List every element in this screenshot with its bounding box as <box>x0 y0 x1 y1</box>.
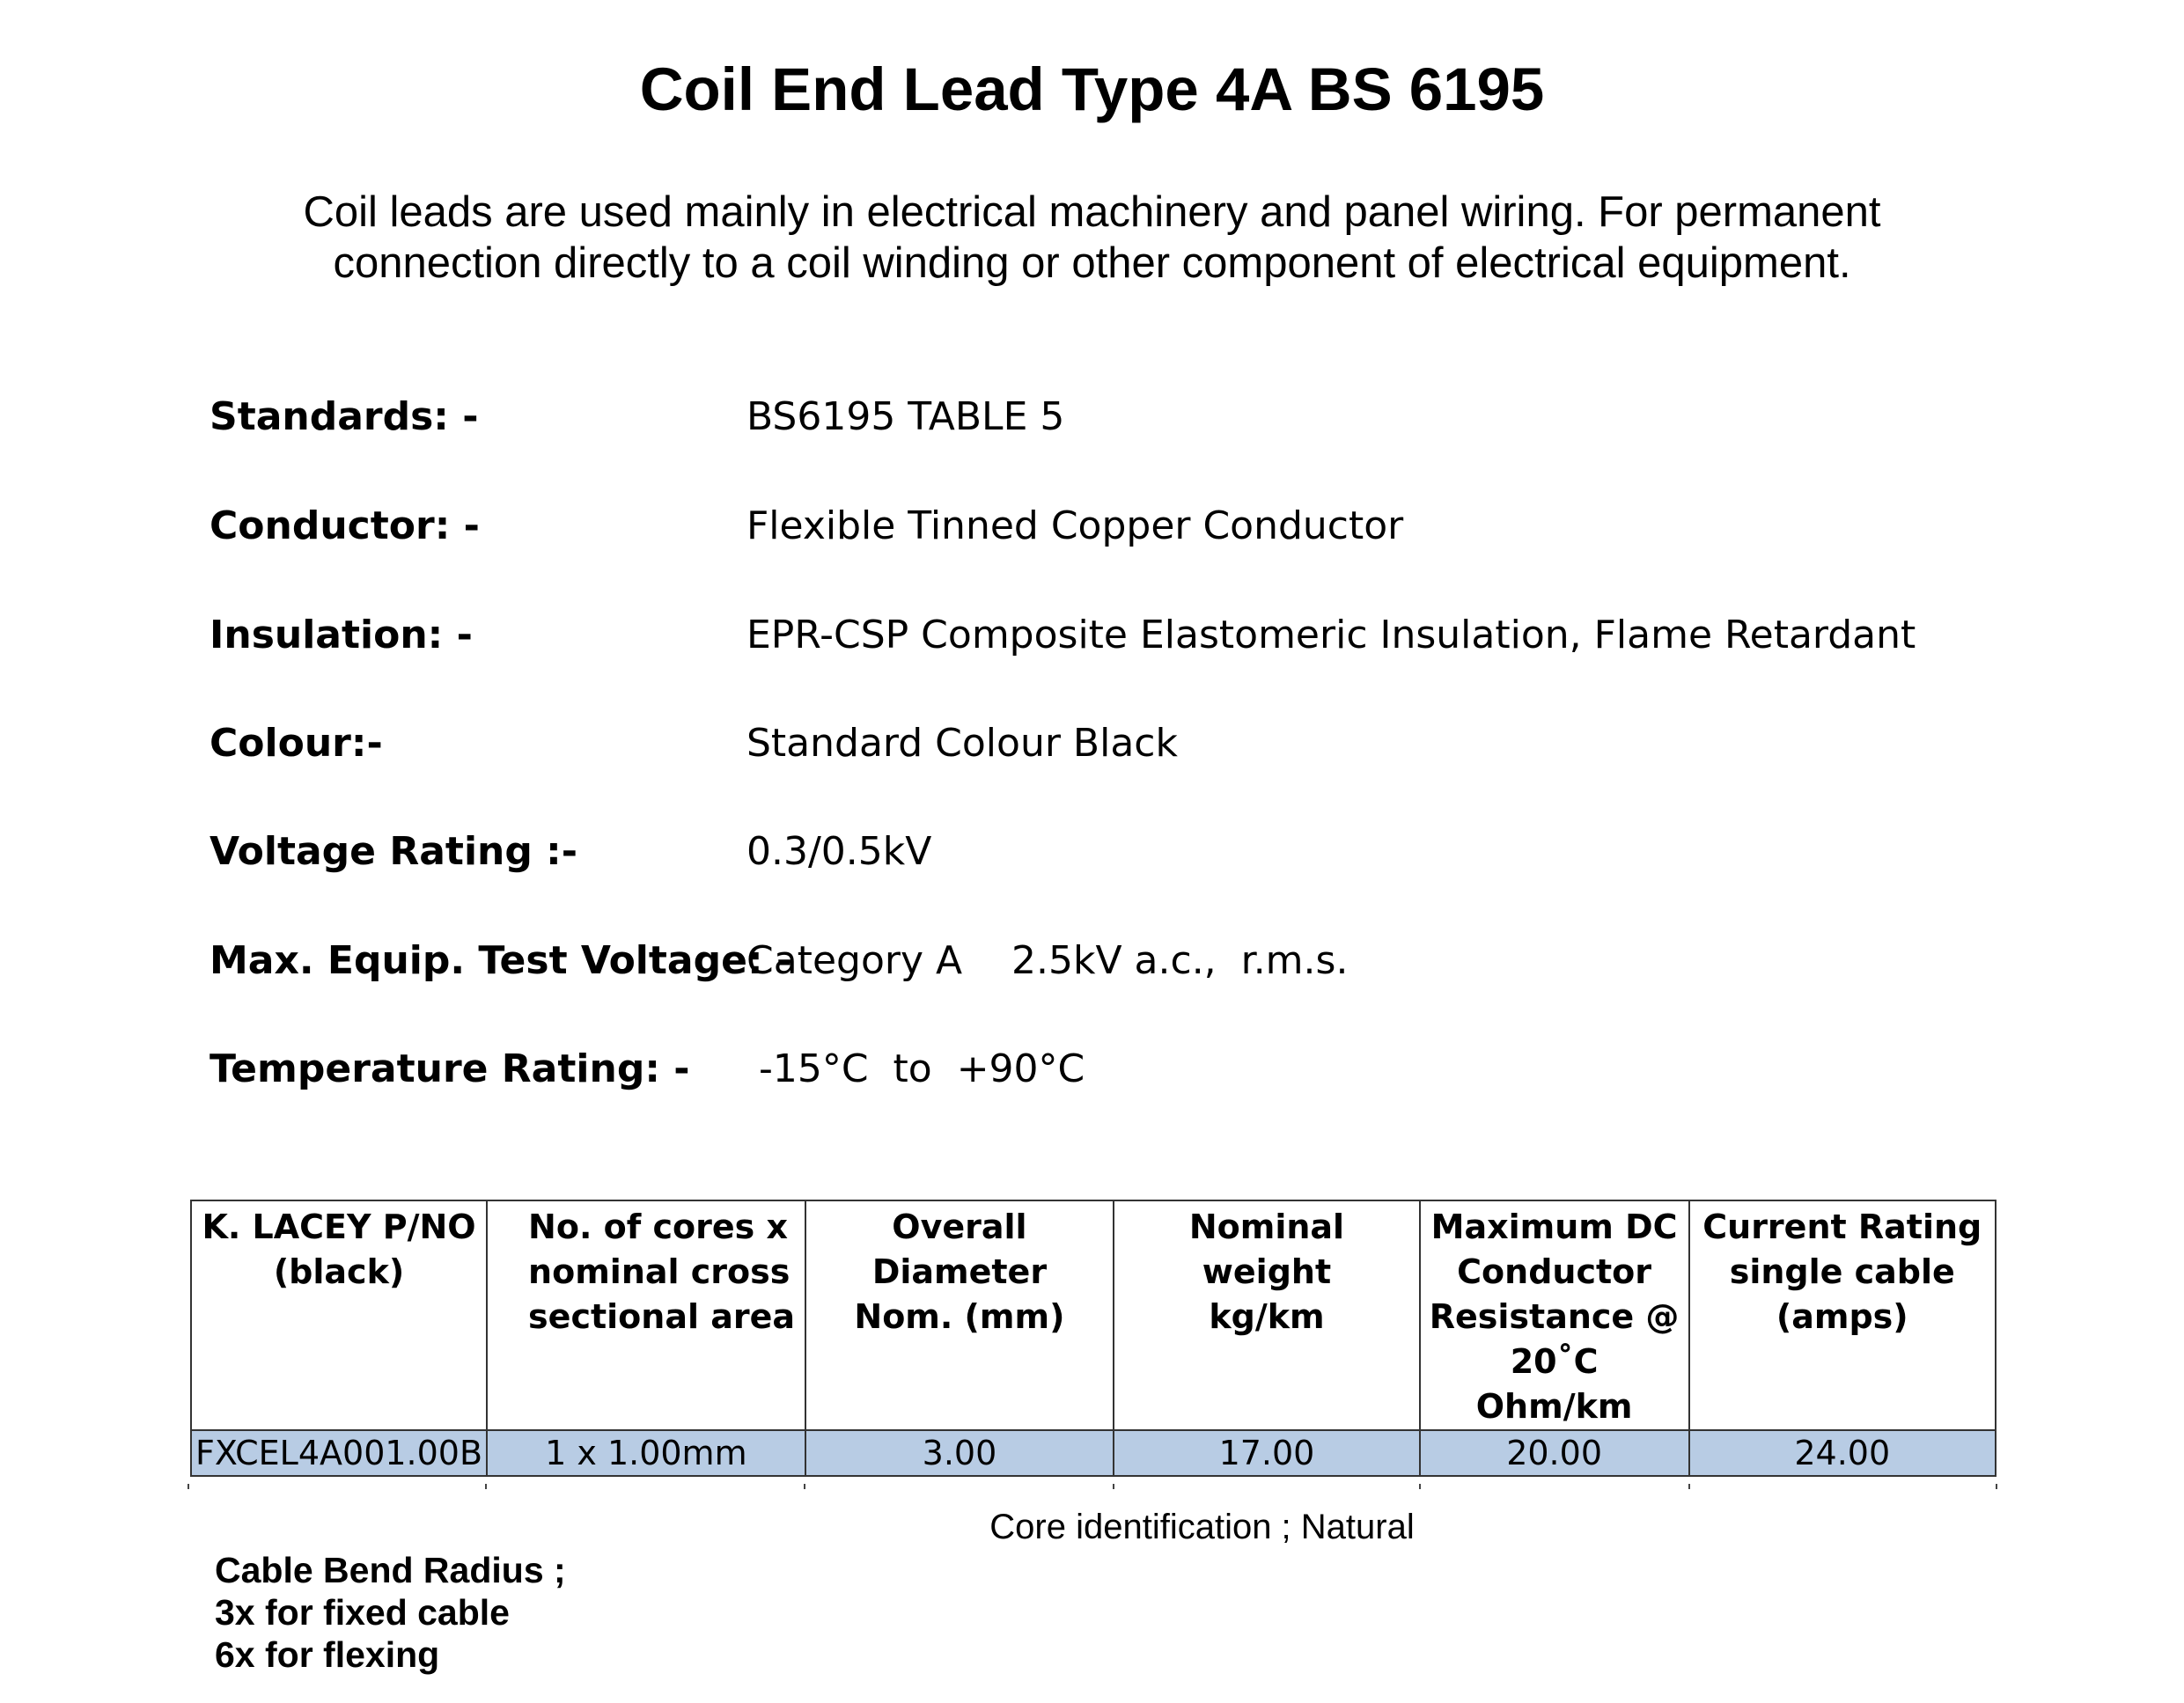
header-current-rating: Current Rating single cable (amps) <box>1689 1200 1996 1430</box>
spec-label: Voltage Rating :- <box>210 829 578 874</box>
spec-test-voltage <box>210 930 1970 992</box>
spec-conductor <box>210 495 1970 557</box>
spec-voltage-rating <box>210 821 1970 883</box>
tick-mark <box>1113 1484 1114 1489</box>
spec-value: Flexible Tinned Copper Conductor <box>746 503 1404 548</box>
cell-dc-resistance: 20.00 <box>1420 1430 1689 1476</box>
tick-mark <box>1996 1484 1997 1489</box>
spec-label: Insulation: - <box>210 613 473 657</box>
intro-paragraph <box>0 187 2184 289</box>
spec-standards <box>210 386 1970 448</box>
spec-label: Conductor: - <box>210 503 480 548</box>
header-part-number: K. LACEY P/NO (black) <box>191 1200 487 1430</box>
cable-spec-table <box>190 1200 1996 1477</box>
table-header-row <box>191 1200 1996 1430</box>
cell-part-number: FXCEL4A001.00B <box>191 1430 487 1476</box>
core-identification: Core identification ; Natural <box>989 1508 1415 1546</box>
spec-label: Max. Equip. Test Voltage: - <box>210 938 793 983</box>
spec-label: Colour:- <box>210 721 383 766</box>
spec-label: Standards: - <box>210 394 479 439</box>
spec-value: BS6195 TABLE 5 <box>746 394 1065 439</box>
intro-line: Coil leads are used mainly in electrical machinery and panel wiring. For permanent <box>303 188 1881 236</box>
bend-radius-fixed: 3x for fixed cable <box>215 1592 510 1633</box>
table-row <box>191 1430 1996 1476</box>
cell-nominal-weight: 17.00 <box>1114 1430 1419 1476</box>
tick-mark <box>1688 1484 1690 1489</box>
header-overall-diameter: Overall Diameter Nom. (mm) <box>805 1200 1114 1430</box>
intro-line: connection directly to a coil winding or other component of electrical equipment. <box>333 239 1851 287</box>
table-bottom-ticks <box>188 1484 2001 1491</box>
bend-radius-heading: Cable Bend Radius ; <box>215 1550 566 1590</box>
tick-mark <box>188 1484 189 1489</box>
spec-value: Standard Colour Black <box>746 721 1178 766</box>
cell-cores-cross-section: 1 x 1.00mm <box>487 1430 805 1476</box>
tick-mark <box>804 1484 805 1489</box>
spec-label: Temperature Rating: - <box>210 1046 690 1091</box>
spec-insulation <box>210 605 1970 666</box>
spec-colour <box>210 713 1970 774</box>
spec-value: EPR-CSP Composite Elastomeric Insulation, Flame Retardant <box>746 613 1916 657</box>
spec-temperature-rating <box>210 1039 1970 1100</box>
tick-mark <box>1419 1484 1421 1489</box>
spec-value: -15°C to +90°C <box>746 1046 1085 1091</box>
page-title: Coil End Lead Type 4A BS 6195 <box>639 55 1545 123</box>
header-dc-resistance: Maximum DC Conductor Resistance @ 20˚C Ohm/km <box>1420 1200 1689 1430</box>
cell-overall-diameter: 3.00 <box>805 1430 1114 1476</box>
cell-current-rating: 24.00 <box>1689 1430 1996 1476</box>
bend-radius-flexing: 6x for flexing <box>215 1634 440 1675</box>
tick-mark <box>485 1484 487 1489</box>
bend-radius-block <box>215 1549 566 1676</box>
spec-value: Category A 2.5kV a.c., r.m.s. <box>746 938 1349 983</box>
header-cores-cross-section: No. of cores x nominal cross sectional area <box>487 1200 805 1430</box>
spec-value: 0.3/0.5kV <box>746 829 932 874</box>
header-nominal-weight: Nominal weight kg/km <box>1114 1200 1419 1430</box>
